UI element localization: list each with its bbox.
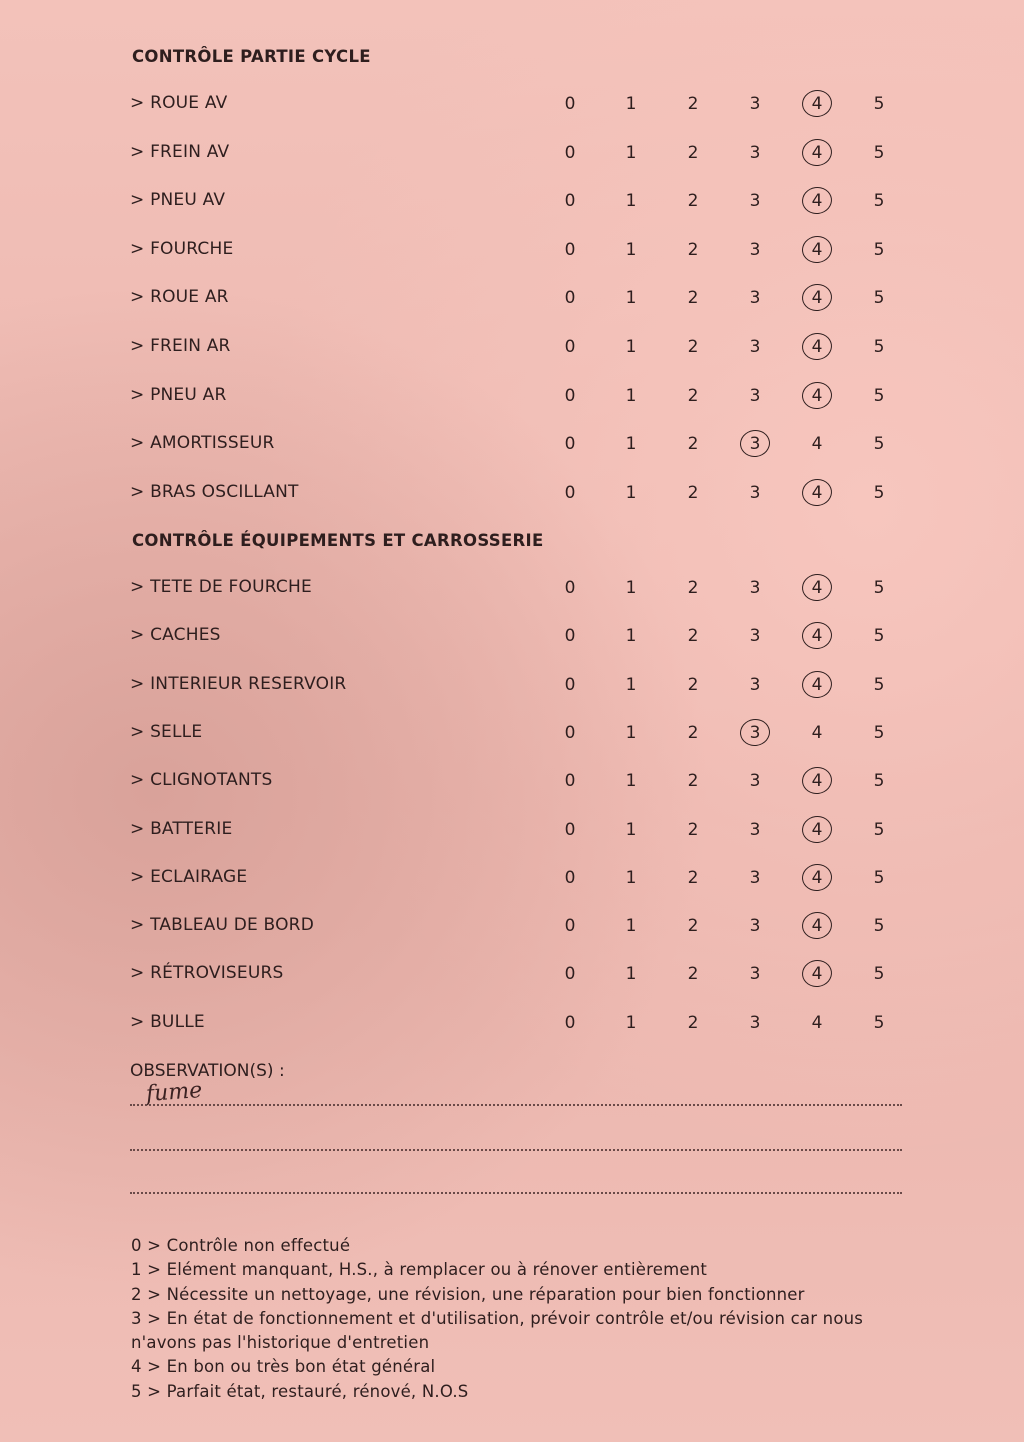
score-option[interactable]: 3	[749, 578, 761, 598]
inspection-item-label: > PNEU AV	[130, 190, 225, 210]
score-option[interactable]: 5	[873, 674, 885, 695]
score-option[interactable]: 5	[873, 916, 885, 937]
score-option[interactable]: 4	[811, 722, 823, 743]
score-option[interactable]: 5	[873, 1012, 885, 1033]
inspection-item-label: > BULLE	[130, 1012, 205, 1032]
score-option[interactable]: 2	[687, 867, 699, 888]
inspection-row	[0, 283, 1024, 313]
score-option[interactable]: 2	[687, 722, 699, 743]
score-option[interactable]: 5	[873, 722, 885, 743]
score-option[interactable]: 2	[687, 819, 699, 840]
score-option-circled[interactable]: 4	[799, 480, 835, 506]
score-option-circled[interactable]: 4	[799, 91, 835, 117]
inspection-row	[0, 1008, 1024, 1038]
score-option-circled[interactable]: 4	[799, 913, 835, 939]
inspection-item-label: > BATTERIE	[130, 819, 232, 839]
score-option[interactable]: 0	[564, 142, 576, 163]
score-option[interactable]: 2	[687, 191, 699, 212]
inspection-row	[0, 235, 1024, 265]
score-option[interactable]: 1	[625, 434, 637, 455]
score-option[interactable]: 0	[564, 434, 576, 455]
score-option-circled[interactable]: 4	[799, 817, 835, 843]
legend-line-3-continued: n'avons pas l'historique d'entretien	[131, 1333, 430, 1353]
score-option[interactable]: 0	[564, 191, 576, 212]
inspection-row	[0, 766, 1024, 796]
inspection-item-label: > TETE DE FOURCHE	[130, 577, 312, 597]
score-option[interactable]: 4	[811, 434, 823, 455]
score-option[interactable]: 5	[873, 771, 885, 792]
legend-line-3: 3 > En état de fonctionnement et d'utilisation, prévoir contrôle et/ou révision car nous	[131, 1308, 864, 1328]
inspection-item-label: > BRAS OSCILLANT	[130, 482, 299, 502]
inspection-row	[0, 863, 1024, 893]
score-option[interactable]: 0	[564, 916, 576, 937]
inspection-row	[0, 478, 1024, 508]
score-option[interactable]: 0	[564, 239, 576, 260]
observation-line	[130, 1149, 902, 1151]
score-option[interactable]: 1	[625, 819, 637, 840]
score-option[interactable]: 3	[749, 771, 761, 792]
score-option-circled[interactable]: 4	[799, 188, 835, 214]
score-option[interactable]: 1	[625, 337, 637, 357]
inspection-item-label: > FOURCHE	[130, 239, 233, 259]
inspection-row	[0, 959, 1024, 989]
score-option[interactable]: 3	[749, 964, 761, 985]
score-option[interactable]: 2	[687, 1012, 699, 1033]
score-option[interactable]: 0	[564, 337, 576, 357]
score-option[interactable]: 0	[564, 867, 576, 888]
score-option[interactable]: 1	[625, 578, 637, 598]
score-option[interactable]: 3	[749, 288, 761, 309]
score-option-circled[interactable]: 4	[799, 623, 835, 649]
score-option[interactable]: 0	[564, 674, 576, 695]
score-option[interactable]: 3	[749, 1012, 761, 1033]
score-option[interactable]: 5	[873, 337, 885, 357]
inspection-item-label: > CACHES	[130, 625, 221, 645]
score-option[interactable]: 2	[687, 771, 699, 792]
score-option[interactable]: 2	[687, 94, 699, 114]
score-option[interactable]: 3	[749, 482, 761, 503]
inspection-row	[0, 911, 1024, 941]
score-option-circled[interactable]: 4	[799, 237, 835, 263]
score-option[interactable]: 0	[564, 578, 576, 598]
section-title-cycle: CONTRÔLE PARTIE CYCLE	[132, 47, 371, 66]
score-option-circled[interactable]: 4	[799, 140, 835, 166]
inspection-item-label: > ROUE AV	[130, 93, 227, 113]
score-option[interactable]: 1	[625, 674, 637, 695]
inspection-item-label: > ROUE AR	[130, 287, 229, 307]
inspection-item-label: > AMORTISSEUR	[130, 433, 275, 453]
inspection-row	[0, 429, 1024, 459]
score-option[interactable]: 2	[687, 142, 699, 163]
inspection-item-label: > CLIGNOTANTS	[130, 770, 272, 790]
inspection-item-label: > FREIN AV	[130, 142, 229, 162]
inspection-row	[0, 381, 1024, 411]
observation-line	[130, 1192, 902, 1194]
score-option-circled[interactable]: 4	[799, 383, 835, 409]
legend-line-0: 0 > Contrôle non effectué	[131, 1236, 351, 1255]
legend-line-4: 4 > En bon ou très bon état général	[131, 1357, 436, 1377]
score-option-circled[interactable]: 4	[799, 575, 835, 601]
score-option[interactable]: 0	[564, 964, 576, 985]
score-option[interactable]: 5	[873, 288, 885, 309]
score-option[interactable]: 1	[625, 1012, 637, 1033]
score-option[interactable]: 5	[873, 867, 885, 888]
score-option[interactable]: 1	[625, 771, 637, 792]
score-option[interactable]: 1	[625, 626, 637, 647]
score-option[interactable]: 0	[564, 819, 576, 840]
score-option-circled[interactable]: 3	[737, 431, 773, 457]
score-option[interactable]: 2	[687, 578, 699, 598]
rating-legend	[131, 1234, 901, 1404]
score-option[interactable]: 5	[873, 94, 885, 114]
score-option[interactable]: 3	[749, 819, 761, 840]
score-option[interactable]: 2	[687, 434, 699, 455]
score-option-circled[interactable]: 4	[799, 285, 835, 311]
inspection-item-label: > TABLEAU DE BORD	[130, 915, 314, 935]
score-option[interactable]: 0	[564, 94, 576, 114]
score-option[interactable]: 3	[749, 239, 761, 260]
inspection-item-label: > INTERIEUR RESERVOIR	[130, 674, 346, 694]
score-option[interactable]: 1	[625, 482, 637, 503]
score-option[interactable]: 3	[749, 94, 761, 114]
score-option[interactable]: 2	[687, 916, 699, 937]
score-option[interactable]: 1	[625, 239, 637, 260]
score-option[interactable]: 5	[873, 819, 885, 840]
score-option[interactable]: 5	[873, 385, 885, 406]
score-option-circled[interactable]: 4	[799, 961, 835, 987]
score-option[interactable]: 3	[749, 674, 761, 695]
score-option[interactable]: 2	[687, 482, 699, 503]
inspection-row	[0, 186, 1024, 216]
score-option[interactable]: 1	[625, 94, 637, 114]
score-option[interactable]: 3	[749, 626, 761, 647]
score-option[interactable]: 0	[564, 385, 576, 406]
score-option[interactable]: 3	[749, 142, 761, 163]
score-option[interactable]: 2	[687, 674, 699, 695]
legend-line-2: 2 > Nécessite un nettoyage, une révision, une réparation pour bien fonctionner	[131, 1284, 805, 1304]
score-option[interactable]: 1	[625, 916, 637, 937]
legend-line-5: 5 > Parfait état, restauré, rénové, N.O.S	[131, 1381, 469, 1401]
score-option[interactable]: 1	[625, 867, 637, 888]
inspection-item-label: > SELLE	[130, 722, 202, 742]
inspection-row	[0, 621, 1024, 651]
score-option-circled[interactable]: 4	[799, 865, 835, 891]
score-option[interactable]: 4	[811, 1012, 823, 1033]
inspection-item-label: > RÉTROVISEURS	[130, 963, 284, 983]
score-option[interactable]: 3	[749, 385, 761, 406]
score-option[interactable]: 2	[687, 337, 699, 357]
score-option[interactable]: 1	[625, 385, 637, 406]
score-option[interactable]: 3	[749, 867, 761, 888]
score-option-circled[interactable]: 4	[799, 334, 835, 360]
score-option[interactable]: 5	[873, 142, 885, 163]
observation-handwritten-note: fume	[145, 1078, 204, 1107]
score-option-circled[interactable]: 4	[799, 768, 835, 794]
score-option[interactable]: 5	[873, 964, 885, 985]
section-title-equipment: CONTRÔLE ÉQUIPEMENTS ET CARROSSERIE	[132, 531, 544, 550]
score-option[interactable]: 0	[564, 482, 576, 503]
inspection-item-label: > ECLAIRAGE	[130, 867, 247, 887]
inspection-item-label: > FREIN AR	[130, 336, 231, 356]
inspection-row	[0, 815, 1024, 845]
score-option[interactable]: 0	[564, 626, 576, 647]
inspection-row	[0, 332, 1024, 362]
score-option[interactable]: 5	[873, 434, 885, 455]
inspection-row	[0, 573, 1024, 603]
score-option[interactable]: 5	[873, 482, 885, 503]
score-option-circled[interactable]: 4	[799, 672, 835, 698]
score-option[interactable]: 0	[564, 288, 576, 309]
score-option[interactable]: 0	[564, 1012, 576, 1033]
observation-line	[130, 1104, 902, 1106]
score-option[interactable]: 2	[687, 964, 699, 985]
inspection-row	[0, 89, 1024, 119]
score-option-circled[interactable]: 3	[737, 720, 773, 746]
score-option[interactable]: 2	[687, 288, 699, 309]
score-option[interactable]: 2	[687, 239, 699, 260]
score-option[interactable]: 1	[625, 964, 637, 985]
inspection-item-label: > PNEU AR	[130, 385, 226, 405]
score-option[interactable]: 3	[749, 191, 761, 212]
score-option[interactable]: 5	[873, 626, 885, 647]
observations-label: OBSERVATION(S) :	[130, 1061, 285, 1081]
score-option[interactable]: 5	[873, 578, 885, 598]
score-option[interactable]: 3	[749, 337, 761, 357]
score-option[interactable]: 2	[687, 626, 699, 647]
legend-line-1: 1 > Elément manquant, H.S., à remplacer ou à rénover entièrement	[131, 1260, 708, 1280]
score-option[interactable]: 1	[625, 288, 637, 309]
inspection-row	[0, 670, 1024, 700]
inspection-row	[0, 138, 1024, 168]
score-option[interactable]: 3	[749, 916, 761, 937]
inspection-row	[0, 718, 1024, 748]
score-option[interactable]: 0	[564, 771, 576, 792]
score-option[interactable]: 2	[687, 385, 699, 406]
score-option[interactable]: 0	[564, 722, 576, 743]
score-option[interactable]: 5	[873, 239, 885, 260]
score-option[interactable]: 1	[625, 722, 637, 743]
score-option[interactable]: 1	[625, 142, 637, 163]
score-option[interactable]: 5	[873, 191, 885, 212]
score-option[interactable]: 1	[625, 191, 637, 212]
